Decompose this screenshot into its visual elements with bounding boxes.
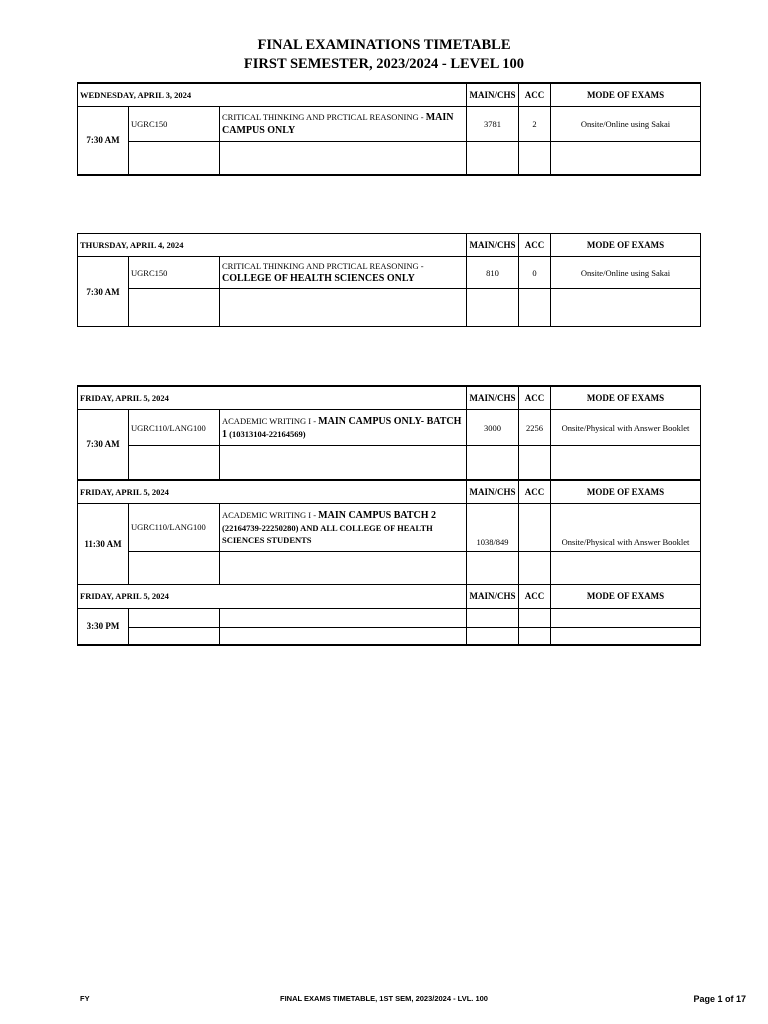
document-subtitle: FIRST SEMESTER, 2023/2024 - LEVEL 100 [243, 56, 525, 72]
course-code: UGRC110/LANG100 [129, 410, 220, 446]
main-chs-header: MAIN/CHS [467, 480, 519, 504]
acc-header: ACC [519, 584, 551, 608]
exam-day: FRIDAY, APRIL 5, 2024 [78, 386, 467, 410]
course-code: UGRC110/LANG100 [129, 503, 220, 551]
main-chs-count: 1038/849 [467, 503, 519, 551]
header-row [78, 584, 701, 608]
exam-mode: Onsite/Physical with Answer Booklet [551, 410, 701, 446]
table-row [78, 446, 701, 480]
header-row [78, 480, 701, 504]
timetable-table [77, 82, 701, 176]
course-title: ACADEMIC WRITING I - MAIN CAMPUS BATCH 2 (22164739-22250280) AND ALL COLLEGE OF HEALTH SCIENCES STUDENTS [220, 503, 467, 551]
table-row [78, 551, 701, 584]
main-chs-header: MAIN/CHS [467, 386, 519, 410]
table-row [78, 503, 701, 551]
acc-count: 2 [519, 107, 551, 142]
mode-header: MODE OF EXAMS [551, 234, 701, 257]
exam-time: 7:30 AM [78, 257, 129, 327]
table-row [78, 142, 701, 175]
mode-header: MODE OF EXAMS [551, 386, 701, 410]
header-row [78, 83, 701, 107]
mode-header: MODE OF EXAMS [551, 480, 701, 504]
footer-title: FINAL EXAMS TIMETABLE, 1ST SEM, 2023/2024 - LVL. 100 [280, 994, 488, 1003]
header-row [78, 386, 701, 410]
exam-time: 11:30 AM [78, 503, 129, 584]
exam-day: THURSDAY, APRIL 4, 2024 [78, 234, 467, 257]
exam-day: WEDNESDAY, APRIL 3, 2024 [78, 83, 467, 107]
course-title: ACADEMIC WRITING I - MAIN CAMPUS ONLY- BATCH 1 (10313104-22164569) [220, 410, 467, 446]
main-chs-count: 3000 [467, 410, 519, 446]
acc-header: ACC [519, 234, 551, 257]
exam-mode: Onsite/Physical with Answer Booklet [551, 503, 701, 551]
exam-time: 7:30 AM [78, 107, 129, 175]
main-chs-header: MAIN/CHS [467, 83, 519, 107]
acc-header: ACC [519, 480, 551, 504]
table-row [78, 608, 701, 627]
session-friday [77, 385, 700, 646]
acc-header: ACC [519, 83, 551, 107]
course-code: UGRC150 [129, 257, 220, 289]
document-title: FINAL EXAMINATIONS TIMETABLE [257, 37, 511, 53]
header-row [78, 234, 701, 257]
table-row [78, 257, 701, 289]
exam-time: 7:30 AM [78, 410, 129, 480]
exam-day: FRIDAY, APRIL 5, 2024 [78, 584, 467, 608]
table-row [78, 289, 701, 327]
page-number: Page 1 of 17 [693, 994, 746, 1004]
acc-count: 2256 [519, 410, 551, 446]
course-code: UGRC150 [129, 107, 220, 142]
main-chs-header: MAIN/CHS [467, 234, 519, 257]
course-title: CRITICAL THINKING AND PRCTICAL REASONING - MAIN CAMPUS ONLY [220, 107, 467, 142]
course-title: CRITICAL THINKING AND PRCTICAL REASONING - COLLEGE OF HEALTH SCIENCES ONLY [220, 257, 467, 289]
timetable-table [77, 385, 701, 646]
table-row [78, 107, 701, 142]
session-thursday [77, 233, 700, 327]
mode-header: MODE OF EXAMS [551, 83, 701, 107]
table-row [78, 410, 701, 446]
main-chs-count: 810 [467, 257, 519, 289]
exam-time: 3:30 PM [78, 608, 129, 645]
footer-initials: FY [80, 994, 90, 1003]
timetable-table [77, 233, 701, 327]
exam-mode: Onsite/Online using Sakai [551, 107, 701, 142]
main-chs-count: 3781 [467, 107, 519, 142]
main-chs-header: MAIN/CHS [467, 584, 519, 608]
acc-count [519, 503, 551, 551]
acc-header: ACC [519, 386, 551, 410]
mode-header: MODE OF EXAMS [551, 584, 701, 608]
session-wednesday [77, 82, 700, 176]
exam-mode: Onsite/Online using Sakai [551, 257, 701, 289]
exam-day: FRIDAY, APRIL 5, 2024 [78, 480, 467, 504]
table-row [78, 627, 701, 645]
acc-count: 0 [519, 257, 551, 289]
